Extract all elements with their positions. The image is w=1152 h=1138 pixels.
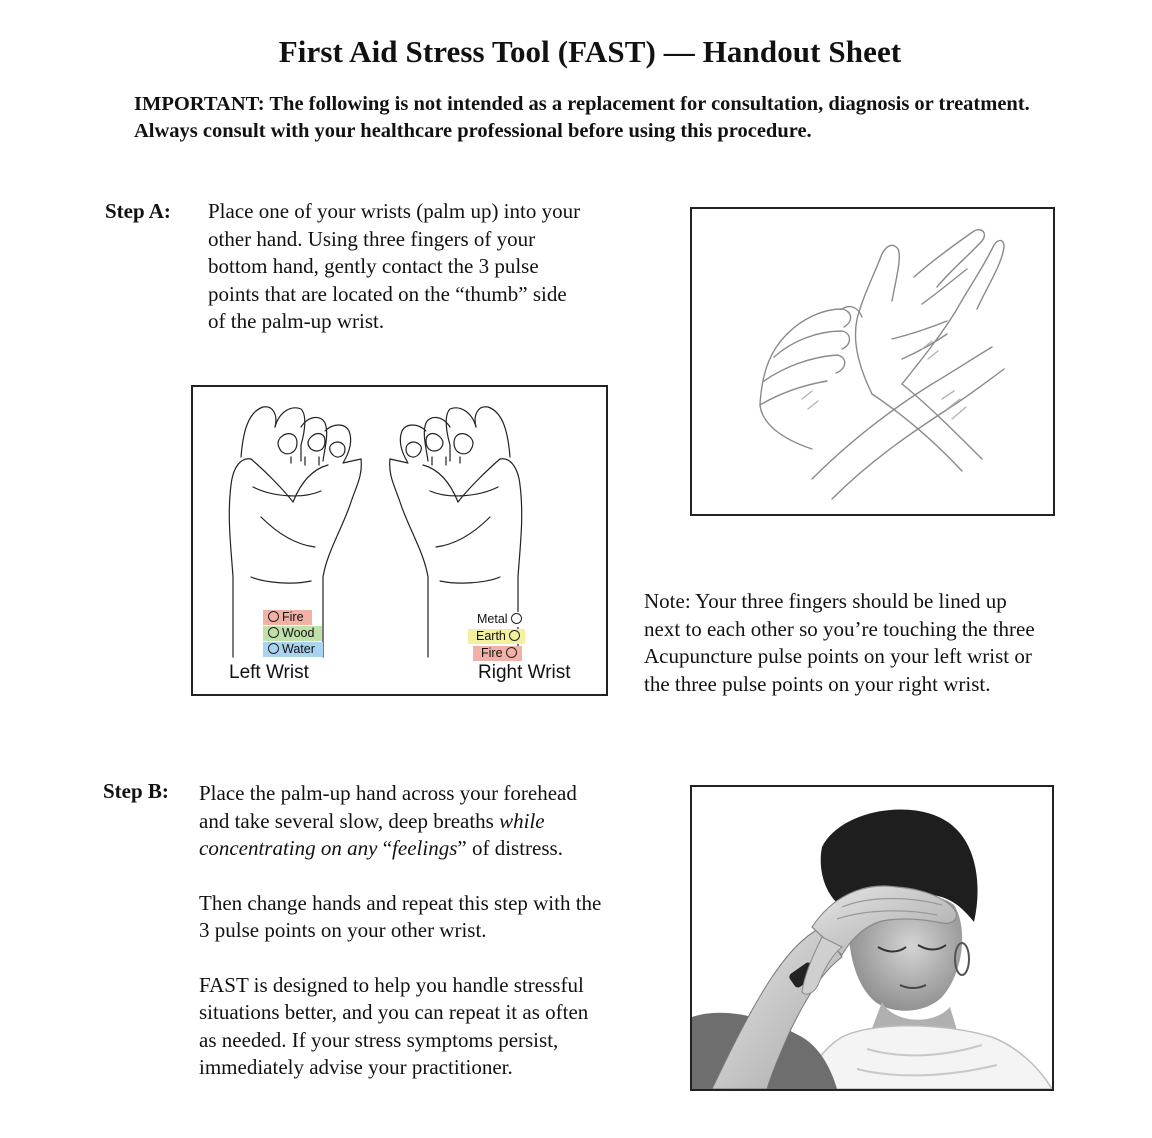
left-pulse-water [263,642,323,657]
right-pulse-earth-label: Earth [476,629,506,643]
note-line: Note: Your three fingers should be lined up [644,589,1007,613]
right-pulse-fire-label: Fire [481,646,503,660]
step-a-line: Place one of your wrists (palm up) into your [208,199,581,223]
forehead-photo-image [692,787,1052,1089]
hands-outline [193,387,606,694]
right-pulse-metal [469,612,527,627]
left-pulse-wood-label: Wood [282,626,315,640]
step-b-p1-emphasis: feelings [392,836,458,860]
step-b-p1-emphasis: concentrating on any [199,836,378,860]
step-a-text [208,198,648,336]
right-wrist-label: Right Wrist [478,662,571,683]
wrist-pulse-diagram [191,385,608,696]
step-b-p2-line: Then change hands and repeat this step with the [199,890,602,915]
left-pulse-water-label: Water [282,642,315,656]
step-a-line: of the palm-up wrist. [208,309,385,333]
step-b-p1-line: ” of distress. [457,836,563,860]
pulse-point-icon [268,627,279,638]
note-line: Acupuncture pulse points on your left wrist or [644,644,1032,668]
right-pulse-metal-label: Metal [477,612,508,626]
step-b-p3-line: situations better, and you can repeat it as often [199,1000,589,1024]
step-a-line: other hand. Using three fingers of your [208,226,536,251]
wrist-hold-sketch [692,209,1053,514]
step-b-text [199,780,659,1082]
step-b-p1-quote-open: “ [377,836,393,860]
step-b-p3-line: FAST is designed to help you handle stressful [199,972,584,997]
step-b-p3-line: immediately advise your practitioner. [199,1055,513,1079]
step-b-paragraph-2 [199,890,659,945]
step-b-p1-line: Place the palm-up hand across your forehead [199,781,577,805]
step-b-p1-line: and take several slow, deep breaths [199,808,500,833]
wrist-hold-illustration [690,207,1055,516]
left-pulse-fire-label: Fire [282,610,304,624]
left-pulse-fire [263,610,312,625]
step-b-paragraph-1 [199,780,659,863]
step-a-line: points that are located on the “thumb” side [208,281,567,306]
step-a-label: Step A: [105,199,171,223]
step-a-line: bottom hand, gently contact the 3 pulse [208,254,539,278]
left-wrist-label: Left Wrist [229,662,309,683]
step-b-paragraph-3 [199,972,659,1082]
pulse-point-icon [506,647,517,658]
important-notice: IMPORTANT: The following is not intended as a replacement for consultation, diagnosis or treatment. Always consult with your healthcare professional before using this procedure. [134,93,1030,142]
step-b-p3-line: as needed. If your stress symptoms persist, [199,1027,559,1052]
pulse-point-icon [268,643,279,654]
right-pulse-fire [473,646,522,661]
pulse-point-icon [509,630,520,641]
step-b-p1-emphasis: while [499,808,545,833]
step-b-label: Step B: [103,779,169,803]
step-b-p2-line: 3 pulse points on your other wrist. [199,918,487,942]
note-text [644,588,1114,698]
right-pulse-earth [468,629,525,644]
note-line: next to each other so you’re touching the three [644,616,1035,641]
pulse-point-icon [511,613,522,624]
note-line: the three pulse points on your right wrist. [644,671,991,696]
left-pulse-wood [263,626,322,641]
forehead-photo [690,785,1054,1091]
pulse-point-icon [268,611,279,622]
page-title: First Aid Stress Tool (FAST) — Handout Sheet [278,34,902,69]
